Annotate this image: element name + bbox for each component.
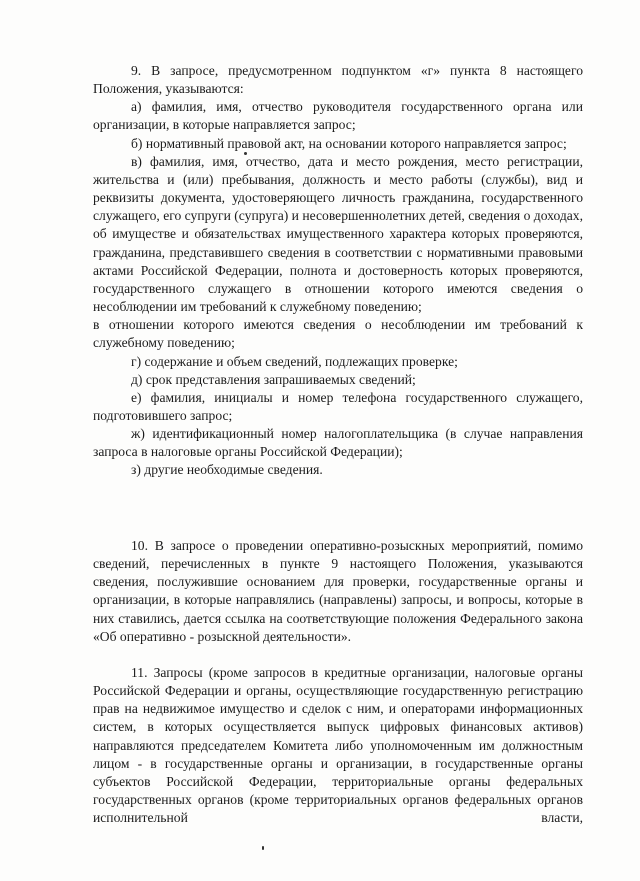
section-9-item-b: б) нормативный правовой акт, на основании которого направляется запрос; [131, 135, 567, 151]
section-9-item-v-repeat: в отношении которого имеются сведения о несоблюдении им требований к служебному поведению; [93, 317, 583, 351]
section-9-item-a: а) фамилия, имя, отчество руководителя государственного органа или организации, в которые направляется запрос; [93, 99, 583, 133]
section-9 [93, 62, 583, 480]
section-9-item-d: д) срок представления запрашиваемых сведений; [131, 371, 416, 387]
section-10-text: 10. В запросе о проведении оперативно-розыскных мероприятий, помимо сведений, перечисленных в пункте 9 настоящего Положения, указываются сведения, послужившие основанием для проверки, государственные органы и организации, в которые направлялись (направлены) запросы, и вопросы, которые в них ставились, дается ссылка на соответствующие положения Федерального закона «Об оперативно - розыскной деятельности». [93, 538, 583, 644]
scan-speck [262, 846, 264, 850]
section-9-intro: 9. В запросе, предусмотренном подпунктом «г» пункта 8 настоящего Положения, указываются: [93, 63, 583, 97]
section-9-item-zh: ж) идентификационный номер налогоплательщика (в случае направления запроса в налоговые органы Российской Федерации); [93, 426, 583, 460]
section-9-item-e: е) фамилия, инициалы и номер телефона государственного служащего, подготовившего запрос; [93, 389, 583, 423]
section-11-text: 11. Запросы (кроме запросов в кредитные организации, налоговые органы Российской Федерации и органы, осуществляющие государственную регистрацию прав на недвижимое имущество и сделок с ним, и операторами информационных систем, в которых осуществляется выпуск цифровых финансовых активов) направляются председателем Комитета либо уполномоченным им должностным лицом - в государственные органы и организации, в государственные органы субъектов Российской Федерации, территориальные органы федеральных государственных органов (кроме территориальных органов федеральных органов исполнительной власти, [93, 665, 583, 826]
section-9-item-v: в) фамилия, имя, отчество, дата и место рождения, место регистрации, жительства и (или) пребывания, должность и место работы (службы), вид и реквизиты документа, удостоверяющего личность гражданина, государственного служащего, его супруги (супруга) и несовершеннолетних детей, сведения о доходах, об имуществе и обязательствах имущественного характера которых проверяются, гражданина, представившего сведения в соответствии с нормативными правовыми актами Российской Федерации, полнота и достоверность которых проверяются, государственного служащего в отношении которого имеются сведения о несоблюдении им требований к служебному поведению; [93, 153, 583, 315]
section-9-item-z: з) другие необходимые сведения. [131, 462, 323, 478]
section-10 [93, 537, 583, 646]
section-11 [93, 664, 583, 827]
section-9-item-g: г) содержание и объем сведений, подлежащих проверке; [131, 353, 458, 369]
